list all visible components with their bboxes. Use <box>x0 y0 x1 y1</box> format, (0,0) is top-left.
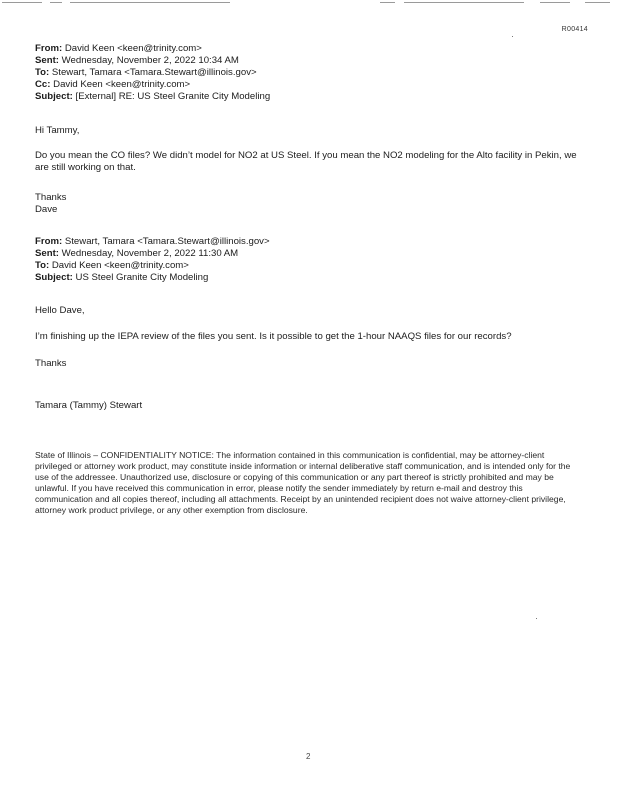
original-from-row <box>35 236 580 248</box>
reply-cc-value: David Keen <keen@trinity.com> <box>53 79 191 90</box>
confidentiality-notice <box>35 450 573 515</box>
original-subject-row <box>35 272 580 284</box>
reply-closing <box>35 192 580 216</box>
original-body <box>35 331 580 343</box>
original-sent-row <box>35 248 580 260</box>
reply-body <box>35 150 580 173</box>
scan-artifact-top-edge <box>0 0 618 6</box>
original-body-text: I’m finishing up the IEPA review of the files you sent. Is it possible to get the 1-hour NAAQS files for our records? <box>35 331 512 342</box>
reply-sent-label: Sent: <box>35 55 59 66</box>
reply-from-label: From: <box>35 43 63 54</box>
original-sent-label: Sent: <box>35 248 59 259</box>
bates-number: R00414 <box>561 26 588 33</box>
reply-email-header <box>35 43 580 103</box>
reply-subject-label: Subject: <box>35 91 73 102</box>
original-to-row <box>35 260 580 272</box>
reply-sent-row <box>35 55 580 67</box>
original-sent-value: Wednesday, November 2, 2022 11:30 AM <box>61 248 239 259</box>
reply-body-text: Do you mean the CO files? We didn’t model for NO2 at US Steel. If you mean the NO2 modeling for the Alto facility in Pekin, we are still working on that. <box>35 150 577 173</box>
original-email-header <box>35 236 580 284</box>
confidentiality-notice-text: State of Illinois – CONFIDENTIALITY NOTICE: The information contained in this communication is confidential, may be attorney-client privileged or attorney work product, may constitute inside information or internal deliberative staff communication, and is intended only for the use of the addressee. Unauthorized use, disclosure or copying of this communication or any part thereof is strictly prohibited and may be unlawful. If you have received this communication in error, please notify the sender immediately by return e-mail and destroy this communication and all copies thereof, including all attachments. Receipt by an unintended recipient does not waive attorney-client privilege, attorney work product privilege, or any other exemption from disclosure. <box>35 450 571 515</box>
original-greeting: Hello Dave, <box>35 305 85 316</box>
reply-sent-value: Wednesday, November 2, 2022 10:34 AM <box>61 55 239 66</box>
reply-cc-row <box>35 79 580 91</box>
reply-greeting: Hi Tammy, <box>35 125 80 136</box>
original-to-label: To: <box>35 260 50 271</box>
original-signoff: Thanks <box>35 358 67 369</box>
page-number: 2 <box>306 752 311 761</box>
original-from-value: Stewart, Tamara <Tamara.Stewart@illinois.gov> <box>64 236 270 247</box>
original-subject-value: US Steel Granite City Modeling <box>75 272 209 283</box>
reply-cc-label: Cc: <box>35 79 51 90</box>
reply-to-value: Stewart, Tamara <Tamara.Stewart@illinois.gov> <box>51 67 257 78</box>
reply-from-row <box>35 43 580 55</box>
reply-subject-row <box>35 91 580 103</box>
reply-to-label: To: <box>35 67 50 78</box>
reply-to-row <box>35 67 580 79</box>
reply-signature: Dave <box>35 204 58 215</box>
original-subject-label: Subject: <box>35 272 73 283</box>
reply-subject-value: [External] RE: US Steel Granite City Modeling <box>75 91 271 102</box>
original-to-value: David Keen <keen@trinity.com> <box>51 260 189 271</box>
reply-signoff: Thanks <box>35 192 67 203</box>
reply-from-value: David Keen <keen@trinity.com> <box>64 43 202 54</box>
original-signature: Tamara (Tammy) Stewart <box>35 400 143 411</box>
original-from-label: From: <box>35 236 63 247</box>
